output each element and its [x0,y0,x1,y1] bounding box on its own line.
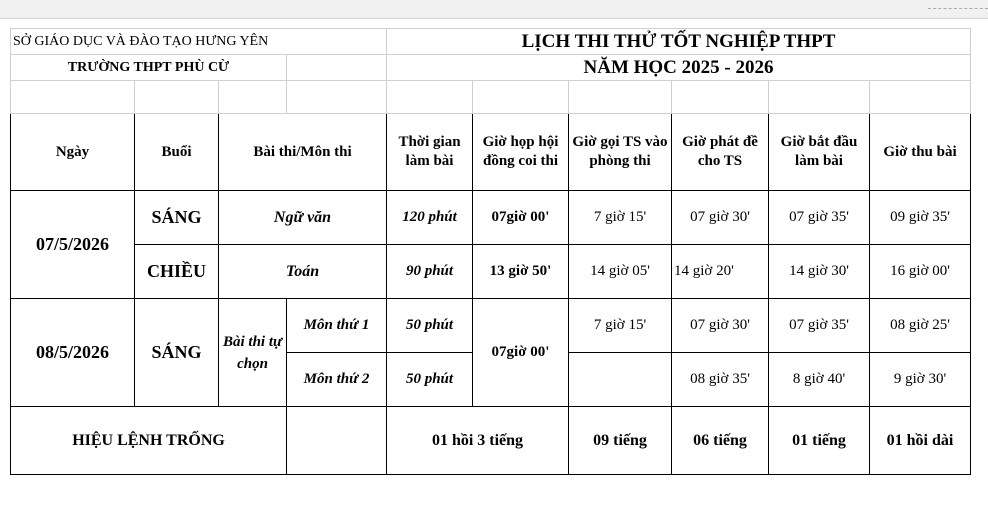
duration-cell: 50 phút [387,353,473,407]
meeting-time-cell: 07giờ 00' [473,299,569,407]
school-name: TRƯỜNG THPT PHÙ CỪ [11,55,287,81]
elective-group-cell: Bài thi tự chọn [219,299,287,407]
call-time-cell: 14 giờ 05' [569,245,672,299]
session-cell: CHIỀU [135,245,219,299]
drum-begin-signal: 01 tiếng [769,407,870,475]
empty-cell [870,81,971,114]
col-header-batdau: Giờ bắt đầu làm bài [769,114,870,191]
empty-cell [287,407,387,475]
duration-cell: 90 phút [387,245,473,299]
date-cell: 07/5/2026 [11,191,135,299]
col-header-ngay: Ngày [11,114,135,191]
duration-cell: 120 phút [387,191,473,245]
col-header-goi: Giờ gọi TS vào phòng thi [569,114,672,191]
schedule-title: LỊCH THI THỬ TỐT NGHIỆP THPT [387,29,971,55]
subject-cell: Môn thứ 1 [287,299,387,353]
start-time-cell: 8 giờ 40' [769,353,870,407]
drum-signal-label: HIỆU LỆNH TRỐNG [11,407,287,475]
empty-cell [672,81,769,114]
collect-time-cell: 9 giờ 30' [870,353,971,407]
org-name: SỞ GIÁO DỤC VÀ ĐÀO TẠO HƯNG YÊN [11,29,387,55]
empty-cell [387,81,473,114]
session-cell: SÁNG [135,299,219,407]
distribute-time-cell: 07 giờ 30' [672,191,769,245]
meeting-time-cell: 07giờ 00' [473,191,569,245]
toolbar-divider [928,8,988,9]
empty-cell [11,81,135,114]
empty-cell [569,81,672,114]
start-time-cell: 07 giờ 35' [769,299,870,353]
col-header-buoi: Buổi [135,114,219,191]
col-header-phat: Giờ phát đề cho TS [672,114,769,191]
start-time-cell: 07 giờ 35' [769,191,870,245]
distribute-time-cell: 07 giờ 30' [672,299,769,353]
drum-collect-signal: 01 hồi dài [870,407,971,475]
col-header-thu: Giờ thu bài [870,114,971,191]
subject-cell: Môn thứ 2 [287,353,387,407]
distribute-time-cell: 08 giờ 35' [672,353,769,407]
empty-cell [135,81,219,114]
subject-cell: Toán [219,245,387,299]
empty-cell [219,81,287,114]
col-header-thoigian: Thời gian làm bài [387,114,473,191]
school-year: NĂM HỌC 2025 - 2026 [387,55,971,81]
empty-cell [569,353,672,407]
empty-cell [473,81,569,114]
collect-time-cell: 08 giờ 25' [870,299,971,353]
session-cell: SÁNG [135,191,219,245]
call-time-cell: 7 giờ 15' [569,191,672,245]
collect-time-cell: 16 giờ 00' [870,245,971,299]
window-top-bar [0,0,988,19]
start-time-cell: 14 giờ 30' [769,245,870,299]
empty-cell [287,55,387,81]
col-header-mon: Bài thi/Môn thi [219,114,387,191]
drum-start-signal: 01 hồi 3 tiếng [387,407,569,475]
empty-cell [287,81,387,114]
drum-call-signal: 09 tiếng [569,407,672,475]
collect-time-cell: 09 giờ 35' [870,191,971,245]
subject-cell: Ngữ văn [219,191,387,245]
call-time-cell: 7 giờ 15' [569,299,672,353]
drum-distribute-signal: 06 tiếng [672,407,769,475]
distribute-time-cell: 14 giờ 20' [672,245,769,299]
duration-cell: 50 phút [387,299,473,353]
col-header-hop: Giờ họp hội đồng coi thi [473,114,569,191]
exam-schedule-table [10,28,971,475]
date-cell: 08/5/2026 [11,299,135,407]
empty-cell [769,81,870,114]
meeting-time-cell: 13 giờ 50' [473,245,569,299]
